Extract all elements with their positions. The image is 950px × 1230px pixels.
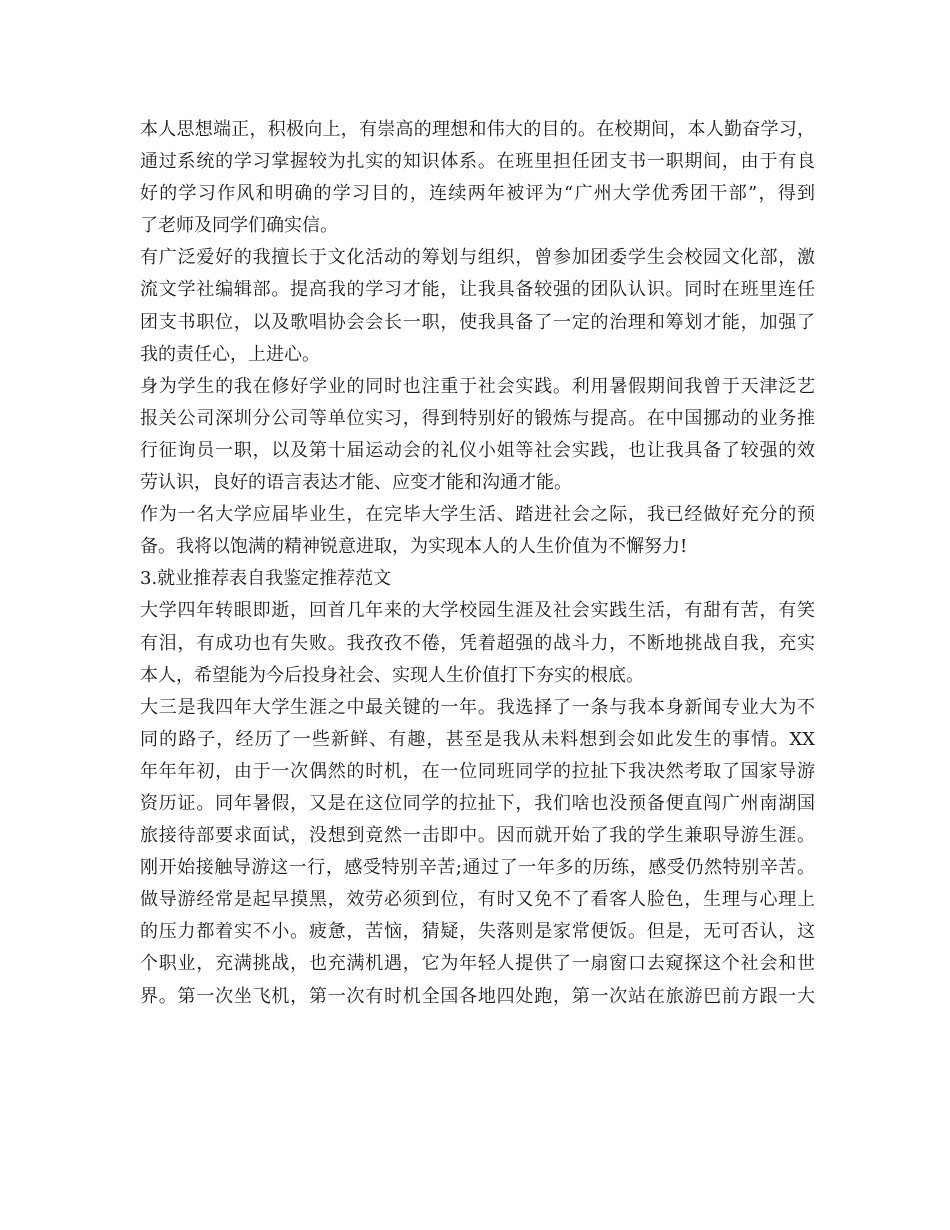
text-line: 我的责任心，上进心。	[140, 343, 320, 365]
text-line: 大三是我四年大学生涯之中最关键的一年。我选择了一条与我本身新闻专业大为不	[140, 696, 815, 718]
text-line: 报关公司深圳分公司等单位实习，得到特别好的锻炼与提高。在中国挪动的业务推	[140, 407, 815, 429]
text-line: 本人思想端正，积极向上，有崇高的理想和伟大的目的。在校期间，本人勤奋学习，	[140, 119, 815, 140]
text-line: 身为学生的我在修好学业的同时也注重于社会实践。利用暑假期间我曾于天津泛艺	[140, 375, 815, 397]
text-line: 好的学习作风和明确的学习目的，连续两年被评为“广州大学优秀团干部”，得到	[140, 183, 815, 205]
text-line: 作为一名大学应届毕业生，在完毕大学生活、踏进社会之际，我已经做好充分的预	[140, 504, 815, 526]
text-line: 的压力都着实不小。疲惫，苦恼，猜疑，失落则是家常便饭。但是，无可否认，这	[140, 921, 815, 943]
text-line: 刚开始接触导游这一行，感受特别辛苦;通过了一年多的历练，感受仍然特别辛苦。	[140, 857, 815, 879]
paragraph	[140, 692, 815, 1013]
section-heading	[140, 563, 815, 595]
text-line: 有泪，有成功也有失败。我孜孜不倦，凭着超强的战斗力，不断地挑战自我，充实	[140, 632, 815, 654]
document-body	[140, 114, 815, 1013]
text-line: 备。我将以饱满的精神锐意进取，为实现本人的人生价值为不懈努力!	[140, 536, 688, 558]
paragraph	[140, 371, 815, 499]
text-line: 团支书职位，以及歌唱协会会长一职，使我具备了一定的治理和筹划才能，加强了	[140, 311, 815, 333]
paragraph	[140, 499, 815, 563]
text-line: 年年年初，由于一次偶然的时机，在一位同班同学的拉扯下我决然考取了国家导游	[140, 760, 815, 782]
text-line: 流文学社编辑部。提高我的学习才能，让我具备较强的团队认识。同时在班里连任	[140, 279, 815, 301]
paragraph	[140, 595, 815, 691]
text-line: 劳认识，良好的语言表达才能、应变才能和沟通才能。	[140, 472, 572, 494]
text-line: 通过系统的学习掌握较为扎实的知识体系。在班里担任团支书一职期间，由于有良	[140, 151, 815, 173]
text-line: 界。第一次坐飞机，第一次有时机全国各地四处跑，第一次站在旅游巴前方跟一大	[140, 985, 815, 1007]
text-line: 个职业，充满挑战，也充满机遇，它为年轻人提供了一扇窗口去窥探这个社会和世	[140, 953, 815, 975]
text-line: 本人，希望能为今后投身社会、实现人生价值打下夯实的根底。	[140, 664, 644, 686]
text-line: 做导游经常是起早摸黑，效劳必须到位，有时又免不了看客人脸色，生理与心理上	[140, 889, 815, 911]
text-line: 同的路子，经历了一些新鲜、有趣，甚至是我从未料想到会如此发生的事情。XX	[140, 728, 815, 750]
text-line: 资历证。同年暑假，又是在这位同学的拉扯下，我们啥也没预备便直闯广州南湖国	[140, 792, 815, 814]
text-line: 行征询员一职，以及第十届运动会的礼仪小姐等社会实践，也让我具备了较强的效	[140, 439, 815, 461]
text-line: 旅接待部要求面试，没想到竟然一击即中。因而就开始了我的学生兼职导游生涯。	[140, 825, 815, 847]
text-line: 大学四年转眼即逝，回首几年来的大学校园生涯及社会实践生活，有甜有苦，有笑	[140, 600, 815, 622]
paragraph	[140, 114, 815, 242]
text-line: 了老师及同学们确实信。	[140, 215, 338, 237]
paragraph	[140, 242, 815, 370]
text-line: 有广泛爱好的我擅长于文化活动的筹划与组织，曾参加团委学生会校园文化部，激	[140, 247, 815, 269]
heading-text: 3.就业推荐表自我鉴定推荐范文	[140, 568, 392, 590]
